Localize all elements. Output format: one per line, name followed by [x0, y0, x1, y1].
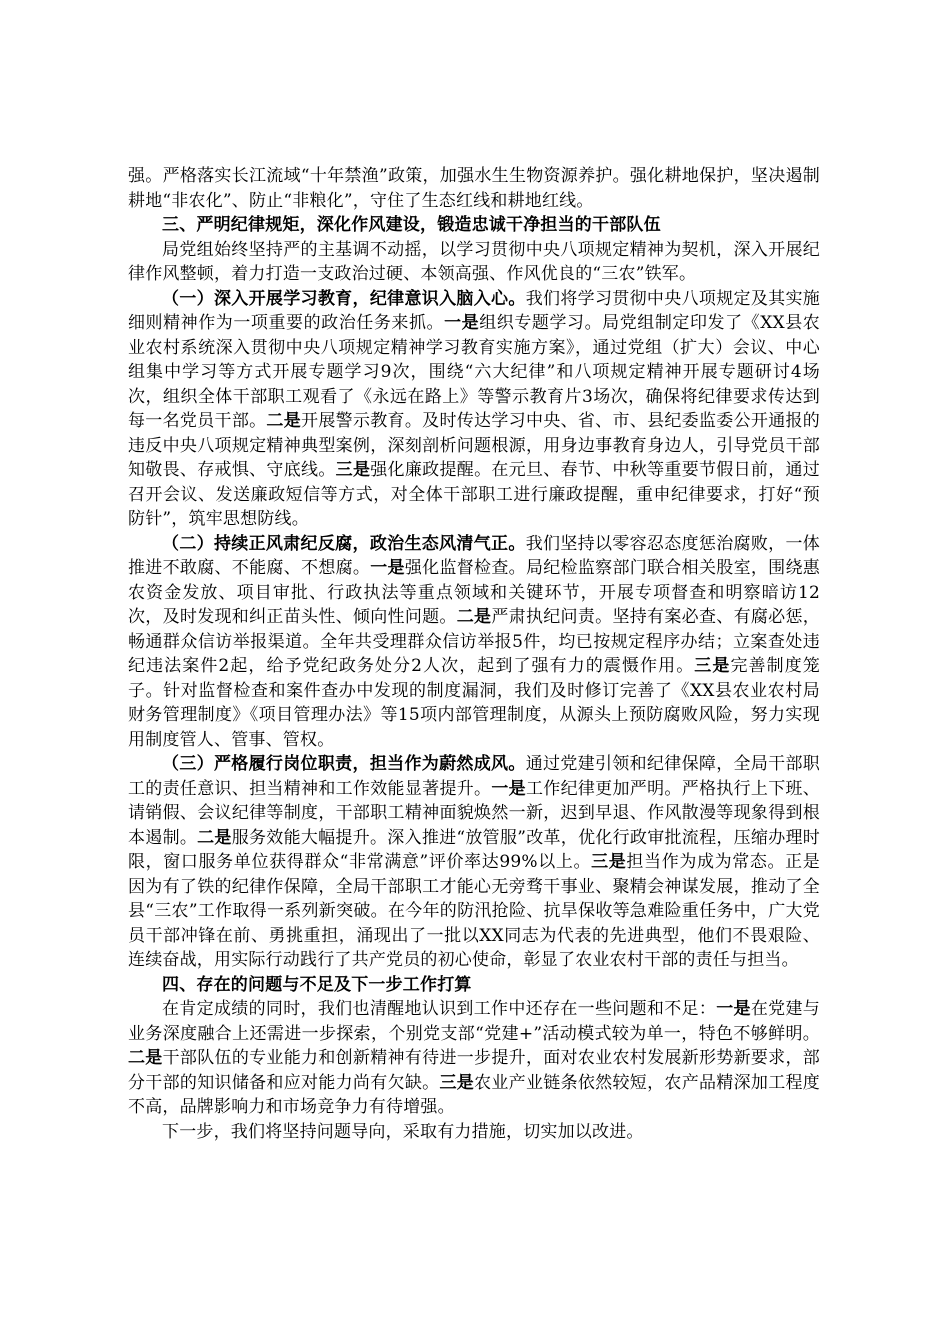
point-marker: 三是	[335, 460, 371, 480]
paragraph-text: 通过党建引领和纪律保障，全局干部职工的责任意识、担当精神和工作效能显著提升。	[128, 754, 821, 799]
paragraph-text: 开展警示教育。及时传达学习中央、省、市、县纪委监委公开通报的违反中央八项规定精神典型案例，深刻剖析问题根源，用身边事教育身边人，引导党员干部知敬畏、存戒惧、守底线。	[128, 411, 820, 480]
paragraph-text: 下一步，我们将坚持问题导向，采取有力措施，切实加以改进。	[162, 1121, 644, 1142]
point-marker: 二是	[128, 1048, 163, 1068]
paragraph-text: 在肯定成绩的同时，我们也清醒地认识到工作中还存在一些问题和不足：	[162, 999, 717, 1019]
paragraph-text: 严肃执纪问责。坚持有案必查、有腐必惩，畅通群众信访举报渠道。全年共受理群众信访举报5件，均已按规定程序办结；立案查处违纪违法案件2起，给予党纪政务处分2人次，起到了强有力的震慑作用。	[128, 607, 820, 676]
paragraph-text: 我们将学习贯彻中央八项规定及其实施细则精神作为一项重要的政治任务来抓。	[128, 288, 821, 333]
point-marker: 一是	[716, 999, 751, 1019]
paragraph-text: 服务效能大幅提升。深入推进“放管服”改革，优化行政审批流程，压缩办理时限，窗口服务单位获得群众“非常满意”评价率达99%以上。	[128, 827, 820, 872]
point-marker: 三是	[439, 1072, 475, 1093]
point-marker: 三是	[591, 852, 627, 872]
point-marker: 三是	[694, 656, 731, 676]
paragraph-text: 强化监督检查。局纪检监察部门联合相关股室，围绕惠农资金发放、项目审批、行政执法等重点领域和关键环节，开展专项督查和明察暗访12次，及时发现和纠正苗头性、倾向性问题。	[128, 558, 820, 627]
point-marker: 二是	[266, 411, 302, 431]
section-heading-3: 三、严明纪律规矩，深化作风建设，锻造忠诚干净担当的干部队伍	[162, 215, 661, 235]
point-marker: 一是	[444, 313, 480, 333]
paragraph-text: 局党组始终坚持严的主基调不动摇，以学习贯彻中央八项规定精神为契机，深入开展纪律作风整顿，着力打造一支政治过硬、本领高强、作风优良的“三农”铁军。	[128, 239, 820, 284]
next-steps-paragraph	[128, 1120, 820, 1145]
subsection-1-paragraph	[128, 287, 820, 532]
paragraph-text: 在党建与业务深度融合上还需进一步探索，个别党支部“党建+”活动模式较为单一，特色不够鲜明。	[128, 999, 820, 1044]
section-heading-4: 四、存在的问题与不足及下一步工作打算	[162, 974, 472, 995]
paragraph-text: 强化廉政提醒。在元旦、春节、中秋等重要节假日前，通过召开会议、发送廉政短信等方式，对全体干部职工进行廉政提醒，重申纪律要求，打好“预防针”，筑牢思想防线。	[128, 460, 821, 529]
point-marker: 一是	[370, 558, 405, 578]
paragraph-text: 完善制度笼子。针对监督检查和案件查办中发现的制度漏洞，我们及时修订完善了《XX县农业农村局财务管理制度》《项目管理办法》等15项内部管理制度，从源头上预防腐败风险，努力实现用制度管人、管事、管权。	[128, 656, 821, 750]
document-body	[128, 164, 820, 1144]
problems-paragraph	[128, 997, 820, 1120]
paragraph-continued	[128, 164, 820, 213]
subsection-2-heading: （二）持续正风肃纪反腐，政治生态风清气正。	[162, 533, 526, 554]
subsection-3-heading: （三）严格履行岗位职责，担当作为蔚然成风。	[162, 754, 526, 774]
paragraph-text: 强。严格落实长江流域“十年禁渔”政策，加强水生生物资源养护。强化耕地保护，坚决遏制耕地“非农化”、防止“非粮化”，守住了生态红线和耕地红线。	[128, 166, 820, 211]
paragraph-text: 组织专题学习。局党组制定印发了《XX县农业农村系统深入贯彻中央八项规定精神学习教育实施方案》，通过党组（扩大）会议、中心组集中学习等方式开展专题学习9次，围绕“六大纪律”和八项规定精神开展专题研讨4场次，组织全体干部职工观看了《永远在路上》等警示教育片3场次，确保将纪律要求传达到每一名党员干部。	[128, 313, 820, 431]
paragraph-text: 工作纪律更加严明。严格执行上下班、请销假、会议纪律等制度，干部职工精神面貌焕然一新，迟到早退、作风散漫等现象得到根本遏制。	[128, 778, 821, 848]
point-marker: 二是	[197, 827, 232, 848]
paragraph-text: 农业产业链条依然较短，农产品精深加工程度不高，品牌影响力和市场竞争力有待增强。	[128, 1072, 821, 1117]
paragraph-text: 担当作为成为常态。正是因为有了铁的纪律作保障，全局干部职工才能心无旁骛干事业、聚精会神谋发展，推动了全县“三农”工作取得一系列新突破。在今年的防汛抢险、抗旱保收等急难险重任务中，广大党员干部冲锋在前、勇挑重担，涌现出了一批以XX同志为代表的先进典型，他们不畏艰险、连续奋战，用实际行动践行了共产党员的初心使命，彰显了农业农村干部的责任与担当。	[128, 852, 820, 970]
paragraph-text: 干部队伍的专业能力和创新精神有待进一步提升，面对农业农村发展新形势新要求，部分干部的知识储备和应对能力尚有欠缺。	[128, 1048, 820, 1093]
point-marker: 二是	[456, 607, 492, 627]
subsection-3-paragraph	[128, 752, 820, 973]
subsection-1-heading: （一）深入开展学习教育，纪律意识入脑入心。	[162, 288, 526, 309]
point-marker: 一是	[491, 778, 526, 799]
subsection-2-paragraph	[128, 532, 820, 753]
paragraph-text: 我们坚持以零容忍态度惩治腐败，一体推进不敢腐、不能腐、不想腐。	[128, 533, 821, 578]
section-intro-paragraph	[128, 238, 820, 287]
